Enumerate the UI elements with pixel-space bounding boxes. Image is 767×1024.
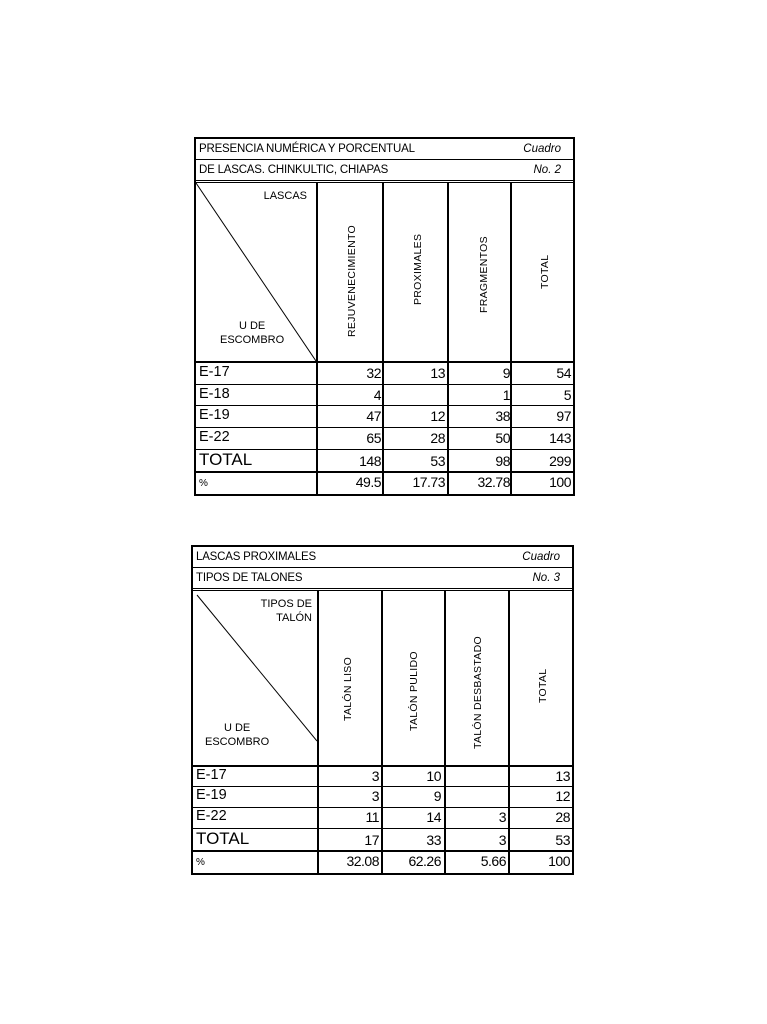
cuadro-number: No. 3 — [532, 572, 560, 584]
column-header-rejuvenecimiento: REJUVENECIMIENTO — [346, 225, 358, 337]
cell-value: 10 — [426, 768, 441, 784]
table-title-row — [193, 547, 572, 568]
column-divider — [316, 183, 318, 494]
cell-value: 47 — [366, 408, 381, 424]
table-title-row — [196, 139, 573, 160]
corner-line: TALÓN — [276, 612, 312, 624]
table-cuadro-2 — [194, 137, 575, 496]
table-title: LASCAS PROXIMALES — [196, 551, 316, 563]
table-cuadro-3 — [191, 545, 574, 875]
cuadro-label: Cuadro — [522, 551, 560, 563]
cell-value: 148 — [359, 453, 381, 469]
corner-line: ESCOMBRO — [220, 334, 285, 346]
cell-value: 32.78 — [477, 474, 510, 490]
column-divider — [510, 183, 512, 494]
table-row — [196, 428, 573, 450]
cell-value: 53 — [555, 832, 570, 848]
cell-value: 17.73 — [412, 474, 445, 490]
cell-value: 3 — [498, 832, 506, 848]
cell-value: 38 — [495, 408, 510, 424]
cell-value: 12 — [430, 408, 445, 424]
corner-header-top: LASCAS — [263, 190, 307, 202]
table-title-row — [193, 568, 572, 591]
column-header-total: TOTAL — [537, 668, 549, 703]
cell-value: 100 — [548, 853, 570, 869]
column-header-talon-liso: TALÓN LISO — [342, 656, 354, 721]
table-row-percent — [196, 473, 573, 494]
corner-header-bottom — [220, 319, 284, 347]
corner-header-bottom — [205, 721, 269, 749]
cell-value: 3 — [371, 788, 379, 804]
cell-value: 54 — [556, 365, 571, 381]
corner-line: ESCOMBRO — [205, 736, 270, 748]
column-header-proximales: PROXIMALES — [412, 233, 424, 305]
column-divider — [381, 591, 383, 873]
cell-value: 5 — [563, 387, 571, 403]
cell-value: 1 — [502, 387, 510, 403]
cell-value: 32.08 — [346, 853, 379, 869]
column-divider — [382, 183, 384, 494]
row-label: TOTAL — [199, 450, 253, 469]
cell-value: 28 — [430, 430, 445, 446]
cell-value: 13 — [555, 768, 570, 784]
corner-line: TIPOS DE — [260, 598, 312, 610]
column-divider — [508, 591, 510, 873]
table-title: PRESENCIA NUMÉRICA Y PORCENTUAL — [199, 143, 415, 155]
cell-value: 65 — [366, 430, 381, 446]
cell-value: 299 — [549, 453, 571, 469]
cell-value: 53 — [430, 453, 445, 469]
column-header-fragmentos: FRAGMENTOS — [478, 236, 490, 313]
cell-value: 9 — [502, 365, 510, 381]
row-label: % — [196, 857, 205, 868]
cell-value: 4 — [373, 387, 381, 403]
row-label: E-17 — [199, 364, 230, 380]
table-row — [196, 385, 573, 406]
cell-value: 28 — [555, 809, 570, 825]
column-header-talon-pulido: TALÓN PULIDO — [408, 651, 420, 731]
cell-value: 50 — [495, 430, 510, 446]
cell-value: 5.66 — [480, 853, 506, 869]
corner-line: U DE — [238, 320, 266, 332]
cuadro-label: Cuadro — [523, 143, 561, 155]
column-divider — [447, 183, 449, 494]
cell-value: 100 — [549, 474, 571, 490]
row-label: E-19 — [196, 787, 227, 803]
cell-value: 14 — [426, 809, 441, 825]
table-row — [196, 363, 573, 385]
column-divider — [444, 591, 446, 873]
corner-line: U DE — [223, 722, 251, 734]
column-header-talon-desbastado: TALÓN DESBASTADO — [472, 636, 484, 749]
cell-value: 32 — [366, 365, 381, 381]
cell-value: 12 — [555, 788, 570, 804]
table-subtitle: DE LASCAS. CHINKULTIC, CHIAPAS — [199, 164, 389, 176]
cell-value: 33 — [426, 832, 441, 848]
row-label: % — [199, 478, 208, 489]
cell-value: 3 — [371, 768, 379, 784]
cell-value: 62.26 — [408, 853, 441, 869]
cell-value: 49.5 — [355, 474, 381, 490]
row-label: E-19 — [199, 407, 230, 423]
corner-header-top — [261, 597, 312, 625]
cell-value: 3 — [498, 809, 506, 825]
cell-value: 98 — [495, 453, 510, 469]
row-label: E-17 — [196, 767, 227, 783]
table-title-row — [196, 160, 573, 183]
table-header — [196, 183, 573, 363]
cell-value: 143 — [549, 430, 571, 446]
table-subtitle: TIPOS DE TALONES — [196, 572, 303, 584]
cell-value: 11 — [365, 809, 379, 825]
cell-value: 97 — [556, 408, 571, 424]
column-divider — [317, 591, 319, 873]
cell-value: 9 — [433, 788, 441, 804]
cell-value: 17 — [364, 832, 379, 848]
row-label: E-22 — [196, 808, 227, 824]
row-label: E-22 — [199, 429, 230, 445]
column-header-total: TOTAL — [539, 254, 551, 289]
table-row-total — [196, 450, 573, 473]
cell-value: 13 — [430, 365, 445, 381]
row-label: TOTAL — [196, 829, 250, 848]
table-row — [196, 406, 573, 428]
cuadro-number: No. 2 — [533, 164, 561, 176]
row-label: E-18 — [199, 386, 230, 402]
